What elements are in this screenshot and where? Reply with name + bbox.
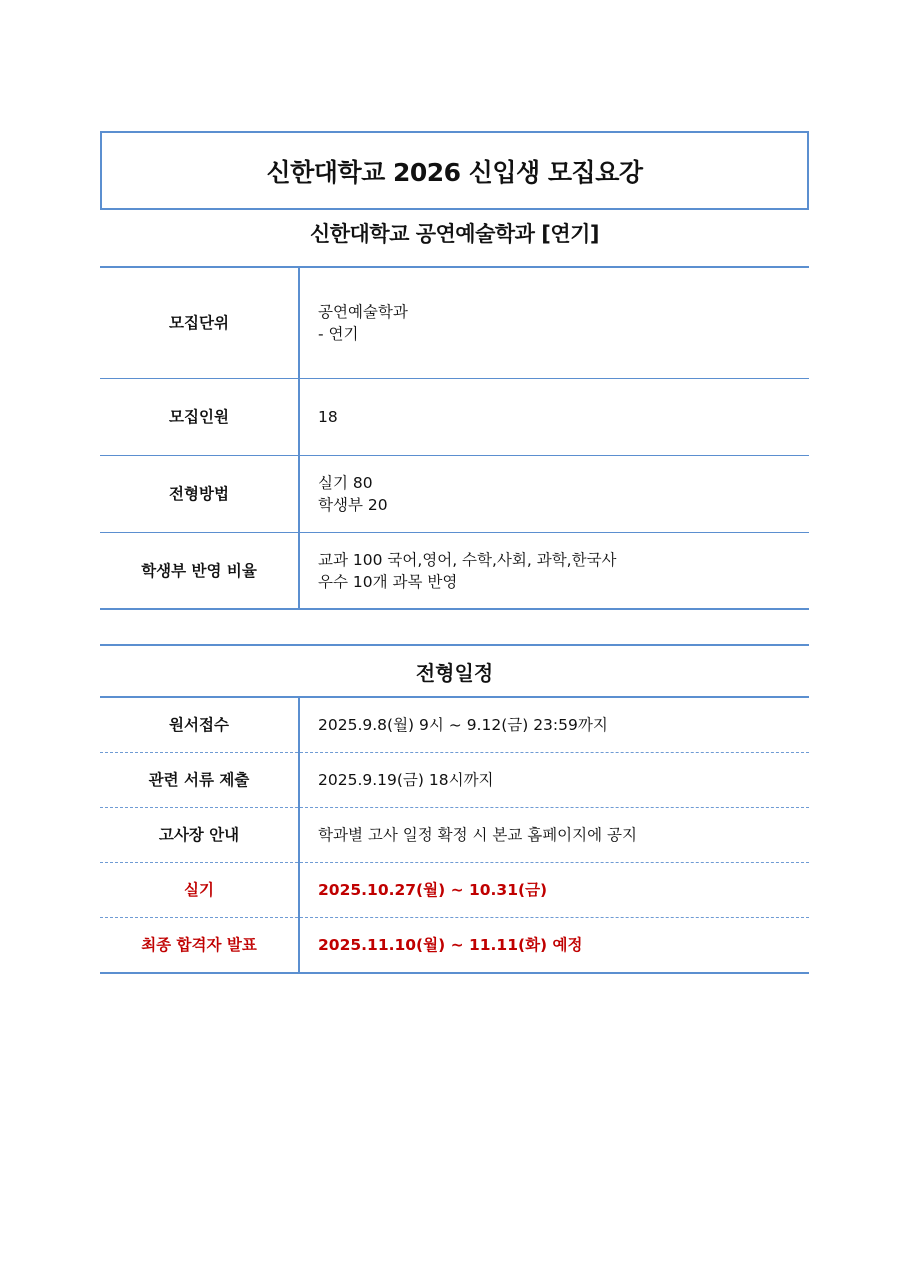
row-value: [299, 267, 809, 379]
value-line: 공연예술학과: [318, 303, 408, 321]
value-line: 실기 80: [318, 474, 373, 492]
value-line: 학생부 20: [318, 496, 388, 514]
row-value: [299, 379, 809, 456]
schedule-row-highlight: [100, 918, 809, 974]
row-label: 모집인원: [100, 379, 299, 456]
schedule-value: 2025.9.8(월) 9시 ~ 9.12(금) 23:59까지: [318, 716, 608, 734]
schedule-label: 원서접수: [100, 698, 299, 753]
value-line: 교과 100 국어,영어, 수학,사회, 과학,한국사: [318, 550, 617, 569]
schedule-table: [100, 698, 809, 974]
table-row: [100, 533, 809, 610]
table-row: [100, 456, 809, 533]
schedule-label: 관련 서류 제출: [100, 753, 299, 808]
schedule-label: 실기: [100, 863, 299, 918]
document-title-box: [100, 131, 809, 210]
department-subtitle: 신한대학교 공연예술학과 [연기]: [309, 222, 600, 246]
row-value: [299, 456, 809, 533]
schedule-label: 최종 합격자 발표: [100, 918, 299, 974]
schedule-value: 2025.11.10(월) ~ 11.11(화) 예정: [299, 918, 809, 974]
schedule-row-highlight: [100, 863, 809, 918]
document-title: 신한대학교 2026 신입생 모집요강: [266, 157, 643, 187]
schedule-value: 학과별 고사 일정 확정 시 본교 홈페이지에 공지: [299, 808, 809, 863]
value-line: 18: [318, 408, 338, 426]
table-row: [100, 267, 809, 379]
row-label: 학생부 반영 비율: [100, 533, 299, 610]
admission-info-table: [100, 266, 809, 610]
schedule-heading: 전형일정: [415, 660, 494, 685]
value-line: - 연기: [318, 325, 359, 343]
schedule-row: [100, 753, 809, 808]
schedule-row: [100, 808, 809, 863]
table-row: [100, 379, 809, 456]
schedule-label: 고사장 안내: [100, 808, 299, 863]
schedule-value: 2025.9.19(금) 18시까지: [299, 753, 809, 808]
row-label: 모집단위: [100, 267, 299, 379]
row-label: 전형방법: [100, 456, 299, 533]
schedule-row: [100, 698, 809, 753]
value-line: 우수 10개 과목 반영: [318, 572, 458, 591]
row-value: [299, 533, 809, 610]
schedule-value: 2025.10.27(월) ~ 10.31(금): [299, 863, 809, 918]
schedule-header: [100, 644, 809, 698]
